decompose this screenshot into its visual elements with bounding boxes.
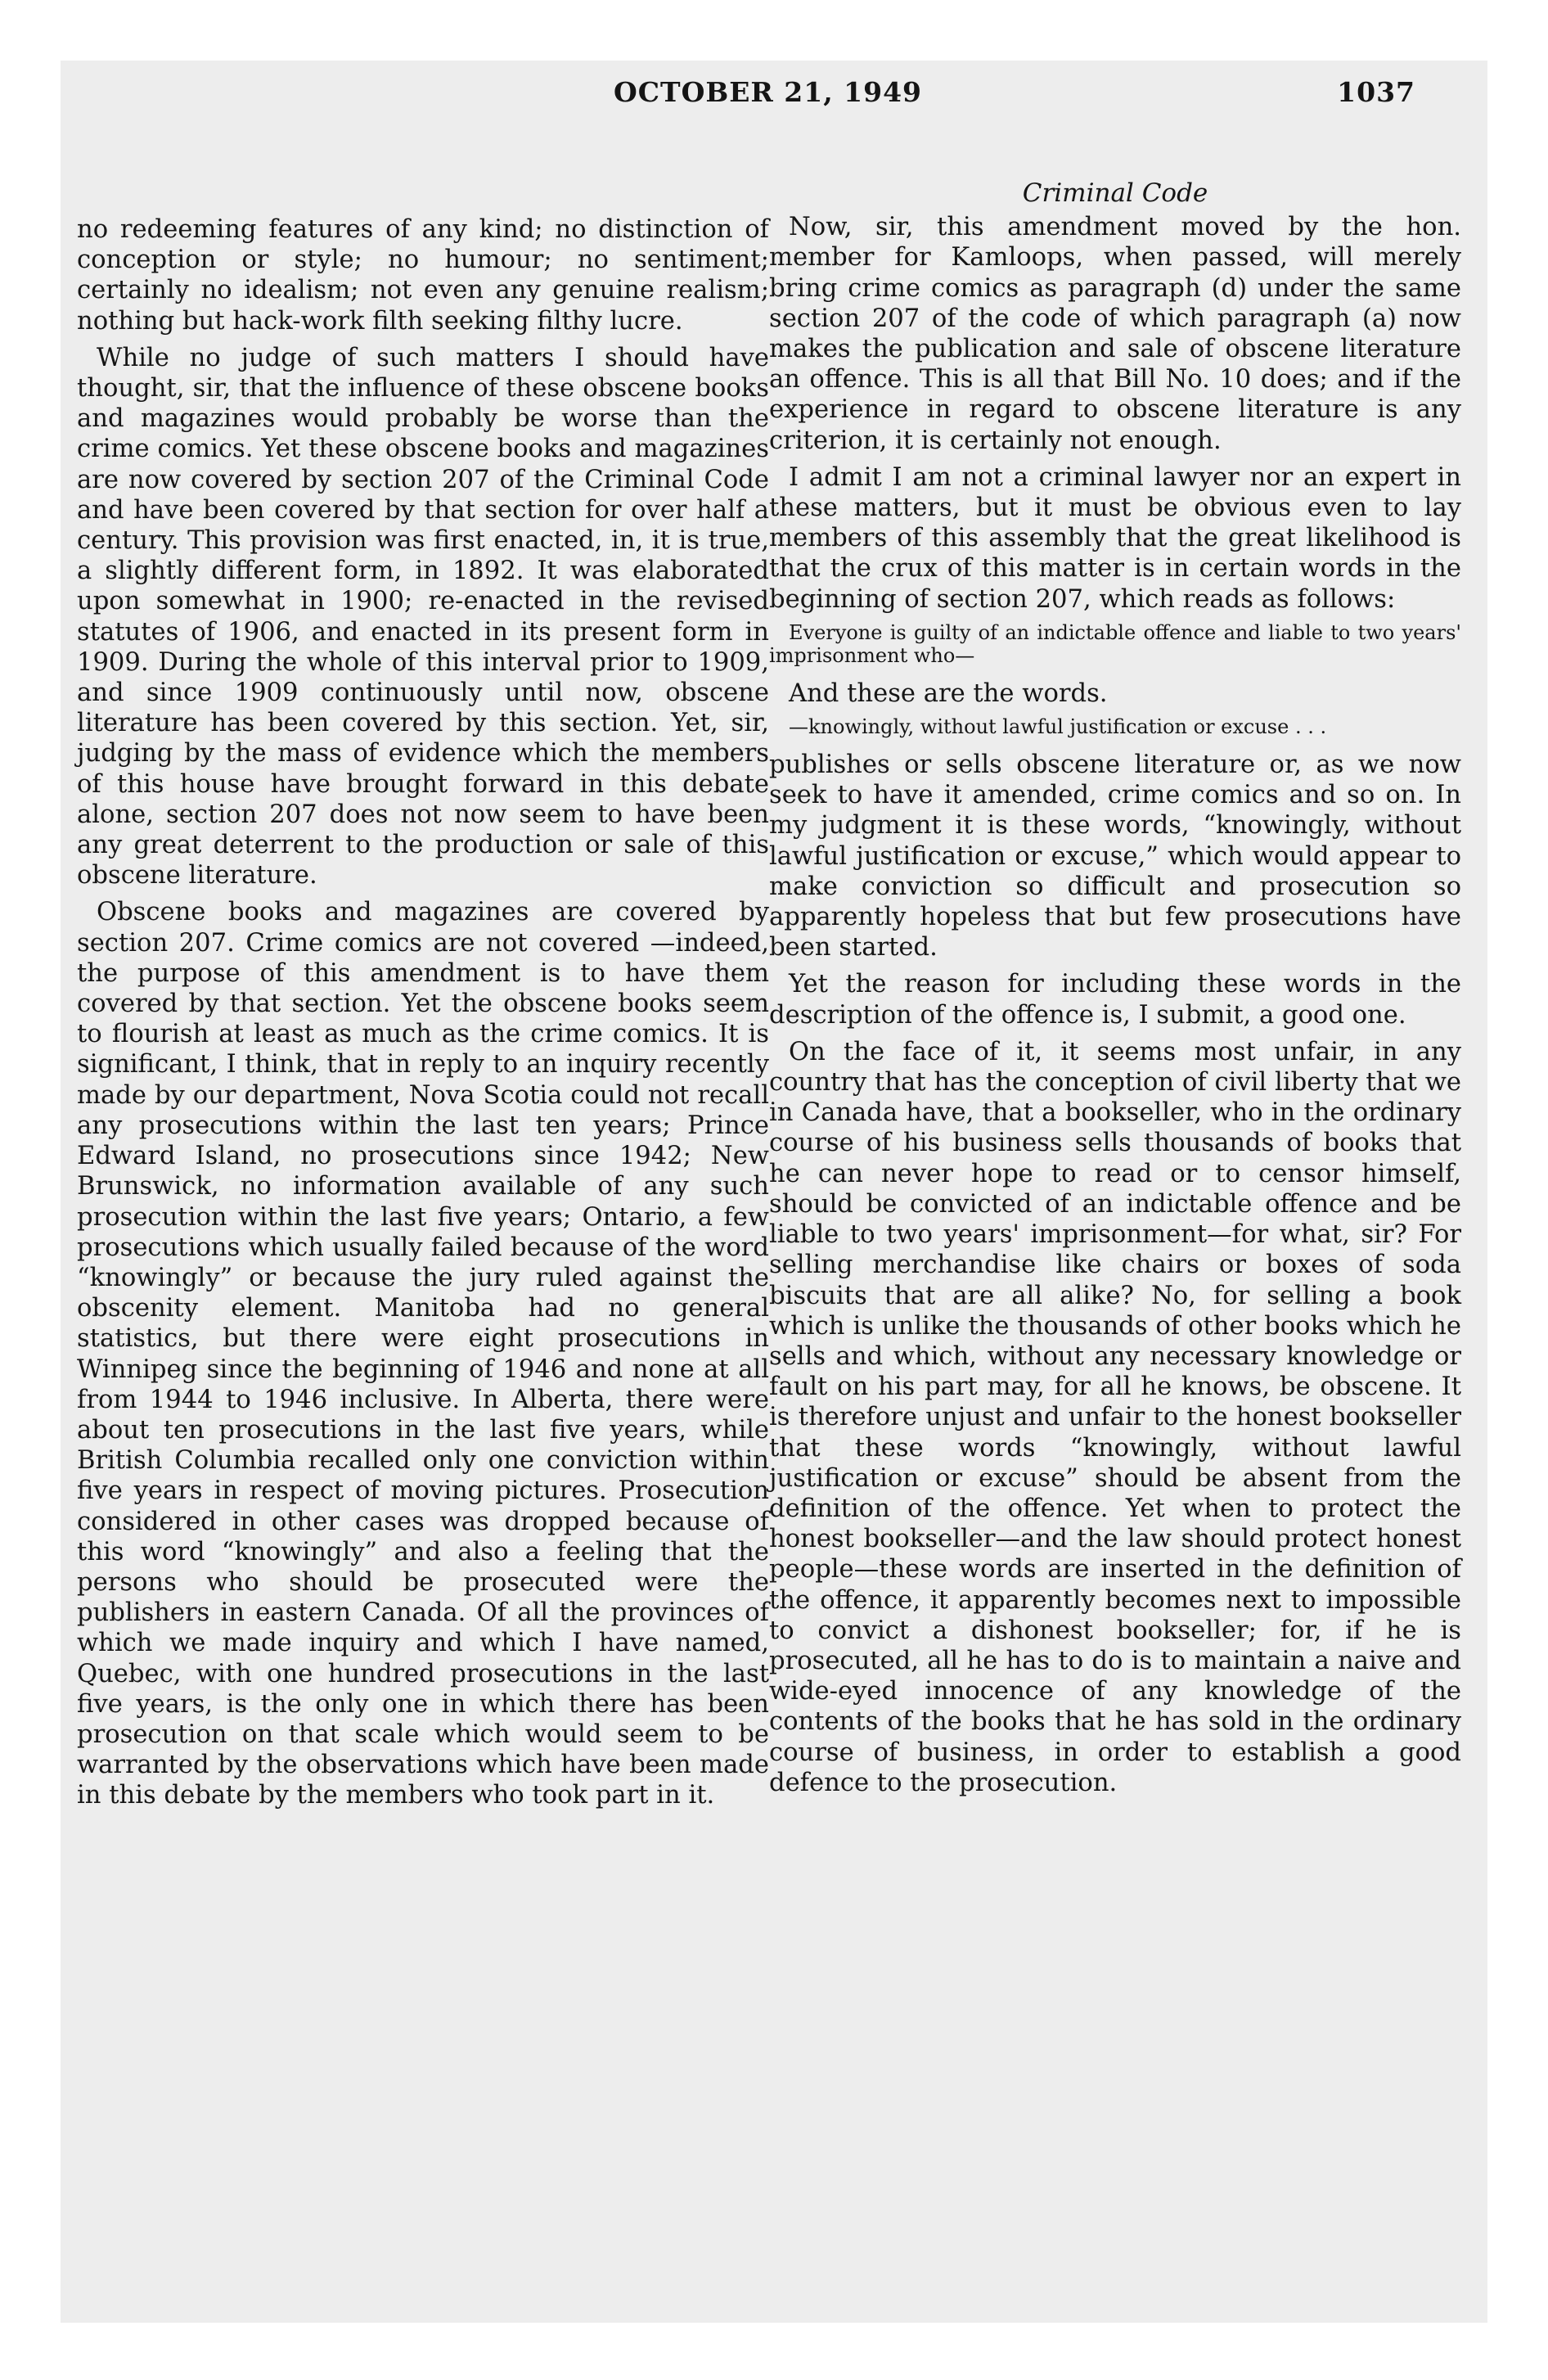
block-quote: Everyone is guilty of an indictable offence and liable to two years' imprisonment who—: [769, 620, 1461, 667]
header-date: OCTOBER 21, 1949: [614, 76, 923, 108]
paragraph: I admit I am not a criminal lawyer nor an expert in these matters, but it must be obvious even to lay members of this assembly that the great likelihood is that the crux of this matter is in certain words in the beginning of section 207, which reads as follows:: [769, 462, 1461, 614]
paragraph: Now, sir, this amendment moved by the hon. member for Kamloops, when passed, will merely bring crime comics as paragraph (d) under the same section 207 of the code of which paragraph (a) now makes the publication and sale of obscene literature an offence. This is all that Bill No. 10 does; and if the experience in regard to obscene literature is any criterion, it is certainly not enough.: [769, 213, 1461, 455]
paragraph: And these are the words.: [789, 678, 1108, 708]
right-column: [769, 178, 1461, 1805]
page-header: [614, 76, 1415, 117]
paragraph: Obscene books and magazines are covered by section 207. Crime comics are not covered —indeed, the purpose of this amendment is to have them covered by that section. Yet the obscene books seem to flourish at least as much as the crime comics. It is significant, I think, that in reply to an inquiry recently made by our department, Nova Scotia could not recall any prosecutions within the last ten years; Prince Edward Island, no prosecutions since 1942; New Brunswick, no information available of any such prosecution within the last five years; Ontario, a few prosecutions which usually failed because of the word “knowingly” or because the jury ruled against the obscenity element. Manitoba had no general statistics, but there were eight prosecutions in Winnipeg since the beginning of 1946 and none at all from 1944 to 1946 inclusive. In Alberta, there were about ten prosecutions in the last five years, while British Columbia recalled only one conviction within five years in respect of moving pictures. Prosecution considered in other cases was dropped because of this word “knowingly” and also a feeling that the persons who should be prosecuted were the publishers in eastern Canada. Of all the provinces of which we made inquiry and which I have named, Quebec, with one hundred prosecutions in the last five years, is the only one in which there has been prosecution on that scale which would seem to be warranted by the observations which have been made in this debate by the members who took part in it.: [77, 898, 769, 1810]
running-head: Criminal Code: [1022, 178, 1208, 208]
left-column: [77, 214, 769, 1818]
page-number: 1037: [1337, 76, 1415, 108]
paragraph: While no judge of such matters I should have thought, sir, that the influence of these obscene books and magazines would probably be worse than the crime comics. Yet these obscene books and magazines are now covered by section 207 of the Criminal Code and have been covered by that section for over half a century. This provision was first enacted, in, it is true, a slightly different form, in 1892. It was elaborated upon somewhat in 1900; re-enacted in the revised statutes of 1906, and enacted in its present form in 1909. During the whole of this interval prior to 1909, and since 1909 continuously until now, obscene literature has been covered by this section. Yet, sir, judging by the mass of evidence which the members of this house have brought forward in this debate alone, section 207 does not now seem to have been any great deterrent to the production or sale of this obscene literature.: [77, 343, 769, 890]
paragraph: no redeeming features of any kind; no distinction of conception or style; no humour; no sentiment; certainly no idealism; not even any genuine realism; nothing but hack-work filth seeking filthy lucre.: [77, 215, 769, 336]
block-quote: —knowingly, without lawful justification or excuse . . .: [789, 715, 1327, 739]
paragraph: On the face of it, it seems most unfair, in any country that has the conception of civil liberty that we in Canada have, that a bookseller, who in the ordinary course of his business sells thousands of books that he can never hope to read or to censor himself, should be convicted of an indictable offence and be liable to two years' imprisonment—for what, sir? For selling merchandise like chairs or boxes of soda biscuits that are all alike? No, for selling a book which is unlike the thousands of other books which he sells and which, without any necessary knowledge or fault on his part may, for all he knows, be obscene. It is therefore unjust and unfair to the honest bookseller that these words “knowingly, without lawful justification or excuse” should be absent from the definition of the offence. Yet when to protect the honest bookseller—and the law should protect honest people—these words are inserted in the definition of the offence, it apparently becomes next to impossible to convict a dishonest bookseller; for, if he is prosecuted, all he has to do is to maintain a naive and wide-eyed innocence of any knowledge of the contents of the books that he has sold in the ordinary course of business, in order to establish a good defence to the prosecution.: [769, 1037, 1461, 1797]
paragraph: Yet the reason for including these words in the description of the offence is, I submit, a good one.: [769, 970, 1461, 1030]
paragraph: publishes or sells obscene literature or, as we now seek to have it amended, crime comics and so on. In my judgment it is these words, “knowingly, without lawful justification or excuse,” which would appear to make conviction so difficult and prosecution so apparently hopeless that but few prosecutions have been started.: [769, 751, 1461, 962]
